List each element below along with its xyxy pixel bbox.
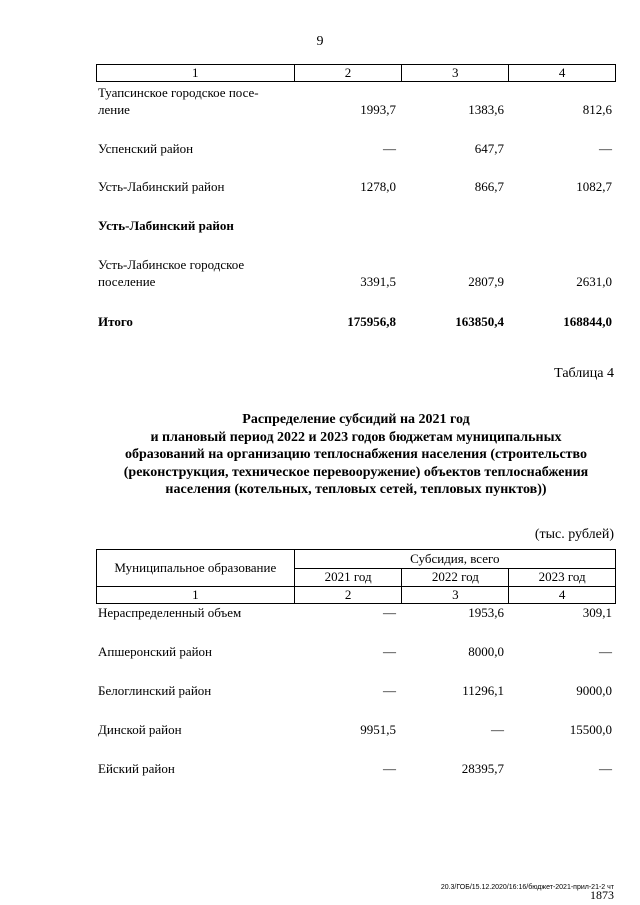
col-number-1: 1 <box>97 587 295 604</box>
column-number-header <box>96 64 616 82</box>
row-value-2021: 3391,5 <box>360 274 396 289</box>
row-value-2022: 1953,6 <box>468 605 504 620</box>
header-year-2023: 2023 год <box>509 568 616 587</box>
row-value-2021: 175956,8 <box>347 314 396 329</box>
header-subsidy-total: Субсидия, всего <box>294 550 615 569</box>
col-number-4: 4 <box>509 65 616 82</box>
col-number-3: 3 <box>402 587 509 604</box>
table-title: Распределение субсидий на 2021 год и плановый период 2022 и 2023 годов бюджетам муниципальных образований на организацию теплоснабжения населения (строительство (реконструкция, техническое перевооружение) объектов теплоснабжения населения (котельных, тепловых сетей, тепловых пунктов)) <box>123 412 589 497</box>
row-value-2022: 28395,7 <box>461 761 504 776</box>
row-value-2022: 647,7 <box>474 141 504 156</box>
row-name: Усть-Лабинский район <box>98 179 225 194</box>
row-value-2023: — <box>599 761 612 776</box>
row-value-2023: 812,6 <box>582 102 612 117</box>
row-value-2023: 1082,7 <box>576 179 612 194</box>
row-value-2021: 9951,5 <box>360 722 396 737</box>
row-value-2021: 1278,0 <box>360 179 396 194</box>
footer-code: 20.3/ГОБ/15.12.2020/16:16/бюджет-2021-прил-21-2 чт <box>440 884 614 891</box>
header-year-2021: 2021 год <box>294 568 402 587</box>
section-name: Усть-Лабинский район <box>98 218 234 233</box>
row-value-2023: — <box>599 644 612 659</box>
footer-page-number: 1873 <box>590 888 614 902</box>
row-value-2022: 866,7 <box>474 179 504 194</box>
subsidy-table-header <box>96 549 616 604</box>
row-value-2022: 8000,0 <box>468 644 504 659</box>
row-name: Ейский район <box>98 761 175 776</box>
row-value-2023: 309,1 <box>582 605 612 620</box>
row-name: Нераспределенный объем <box>98 605 242 620</box>
table-label: Таблица 4 <box>554 366 614 381</box>
row-value-2022: 1383,6 <box>468 102 504 117</box>
row-value-2023: 9000,0 <box>576 683 612 698</box>
row-value-2021: — <box>383 761 396 776</box>
col-number-4: 4 <box>509 587 616 604</box>
row-value-2023: 15500,0 <box>569 722 612 737</box>
row-name: Апшеронский район <box>98 644 213 659</box>
col-number-2: 2 <box>294 587 402 604</box>
row-name: Туапсинское городское посе- ление <box>98 85 259 117</box>
row-value-2022: — <box>491 722 504 737</box>
header-municipality: Муниципальное образование <box>97 550 295 587</box>
col-number-1: 1 <box>97 65 295 82</box>
row-value-2023: 2631,0 <box>576 274 612 289</box>
row-name: Белоглинский район <box>98 683 212 698</box>
row-value-2021: — <box>383 683 396 698</box>
row-value-2022: 163850,4 <box>455 314 504 329</box>
row-value-2021: — <box>383 141 396 156</box>
row-name: Динской район <box>98 722 182 737</box>
row-name: Успенский район <box>98 141 194 156</box>
col-number-3: 3 <box>402 65 509 82</box>
col-number-2: 2 <box>294 65 402 82</box>
row-name: Итого <box>98 314 133 329</box>
row-name: Усть-Лабинское городское поселение <box>98 257 245 289</box>
row-value-2023: 168844,0 <box>563 314 612 329</box>
header-year-2022: 2022 год <box>402 568 509 587</box>
row-value-2021: — <box>383 644 396 659</box>
row-value-2021: 1993,7 <box>360 102 396 117</box>
row-value-2023: — <box>599 141 612 156</box>
row-value-2021: — <box>383 605 396 620</box>
units-label: (тыс. рублей) <box>534 527 614 542</box>
page-number: 9 <box>316 34 324 49</box>
row-value-2022: 11296,1 <box>462 683 504 698</box>
row-value-2022: 2807,9 <box>468 274 504 289</box>
